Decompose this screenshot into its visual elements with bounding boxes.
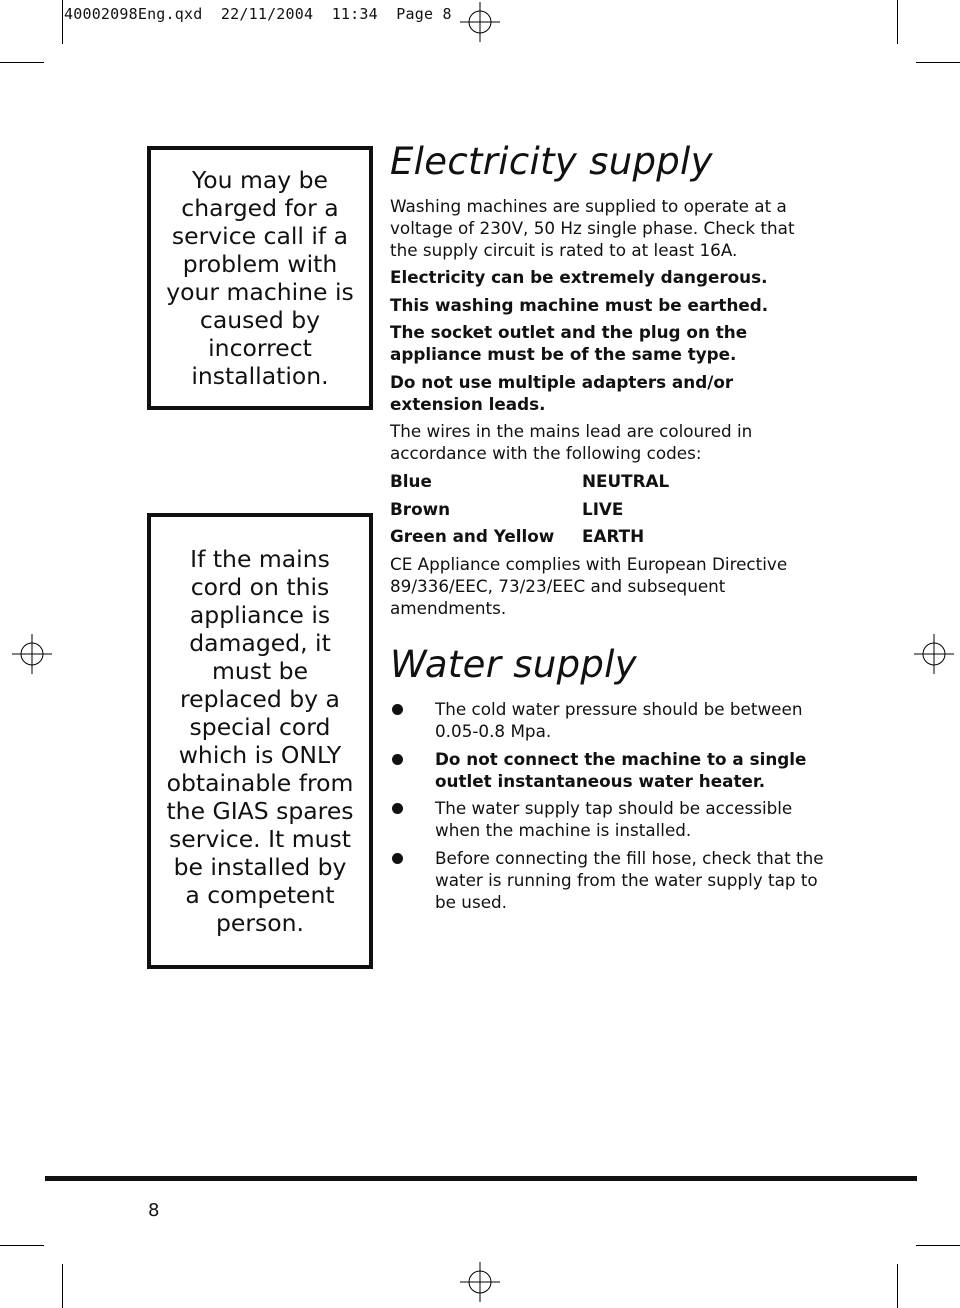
print-slug: 40002098Eng.qxd 22/11/2004 11:34 Page 8 bbox=[64, 5, 452, 23]
code-colour-blue: Blue bbox=[390, 471, 432, 491]
water-bullet-pressure: The cold water pressure should be between 0.05-0.8 Mpa. bbox=[435, 699, 803, 741]
registration-mark-bottom-icon bbox=[460, 1262, 500, 1302]
code-function-live: LIVE bbox=[582, 499, 624, 519]
bullet-dot-icon bbox=[392, 803, 403, 814]
ce-compliance-note: CE Appliance complies with European Directive 89/336/EEC, 73/23/EEC and subsequent amendments. bbox=[390, 554, 788, 618]
code-colour-green-yellow: Green and Yellow bbox=[390, 526, 555, 546]
bullet-dot-icon bbox=[392, 853, 403, 864]
warning-text-service-call: You may be charged for a service call if a problem with your machine is caused by incorrect installation. bbox=[166, 166, 354, 390]
electricity-para-voltage: Washing machines are supplied to operate at a voltage of 230V, 50 Hz single phase. Check that the supply circuit is rated to at least 16A. bbox=[390, 196, 795, 260]
code-function-neutral: NEUTRAL bbox=[582, 471, 670, 491]
electricity-heading: Electricity supply bbox=[390, 140, 713, 183]
electricity-para-socket: The socket outlet and the plug on the appliance must be of the same type. bbox=[390, 322, 748, 364]
electricity-para-wires: The wires in the mains lead are coloured in accordance with the following codes: bbox=[390, 421, 753, 463]
water-bullet-fill-hose: Before connecting the fill hose, check that the water is running from the water supply tap to be used. bbox=[435, 848, 824, 912]
water-bullet-tap: The water supply tap should be accessible when the machine is installed. bbox=[435, 798, 793, 840]
water-heading: Water supply bbox=[390, 643, 637, 686]
warning-text-mains-cord: If the mains cord on this appliance is damaged, it must be replaced by a special cord which is ONLY obtainable from the GIAS spares service. It must be installed by a competent person. bbox=[166, 545, 354, 937]
code-colour-brown: Brown bbox=[390, 499, 451, 519]
footer-rule bbox=[45, 1176, 917, 1181]
registration-mark-left-icon bbox=[12, 634, 52, 674]
registration-mark-right-icon bbox=[914, 634, 954, 674]
electricity-para-adapters: Do not use multiple adapters and/or extension leads. bbox=[390, 372, 734, 414]
electricity-para-earthed: This washing machine must be earthed. bbox=[390, 295, 769, 315]
code-function-earth: EARTH bbox=[582, 526, 645, 546]
bullet-dot-icon bbox=[392, 754, 403, 765]
registration-mark-top-icon bbox=[460, 2, 500, 42]
warning-box-service-call bbox=[147, 146, 373, 410]
warning-box-mains-cord bbox=[147, 513, 373, 969]
electricity-para-danger: Electricity can be extremely dangerous. bbox=[390, 267, 768, 287]
water-bullet-heater: Do not connect the machine to a single outlet instantaneous water heater. bbox=[435, 749, 807, 791]
bullet-dot-icon bbox=[392, 704, 403, 715]
page-number: 8 bbox=[148, 1200, 160, 1221]
